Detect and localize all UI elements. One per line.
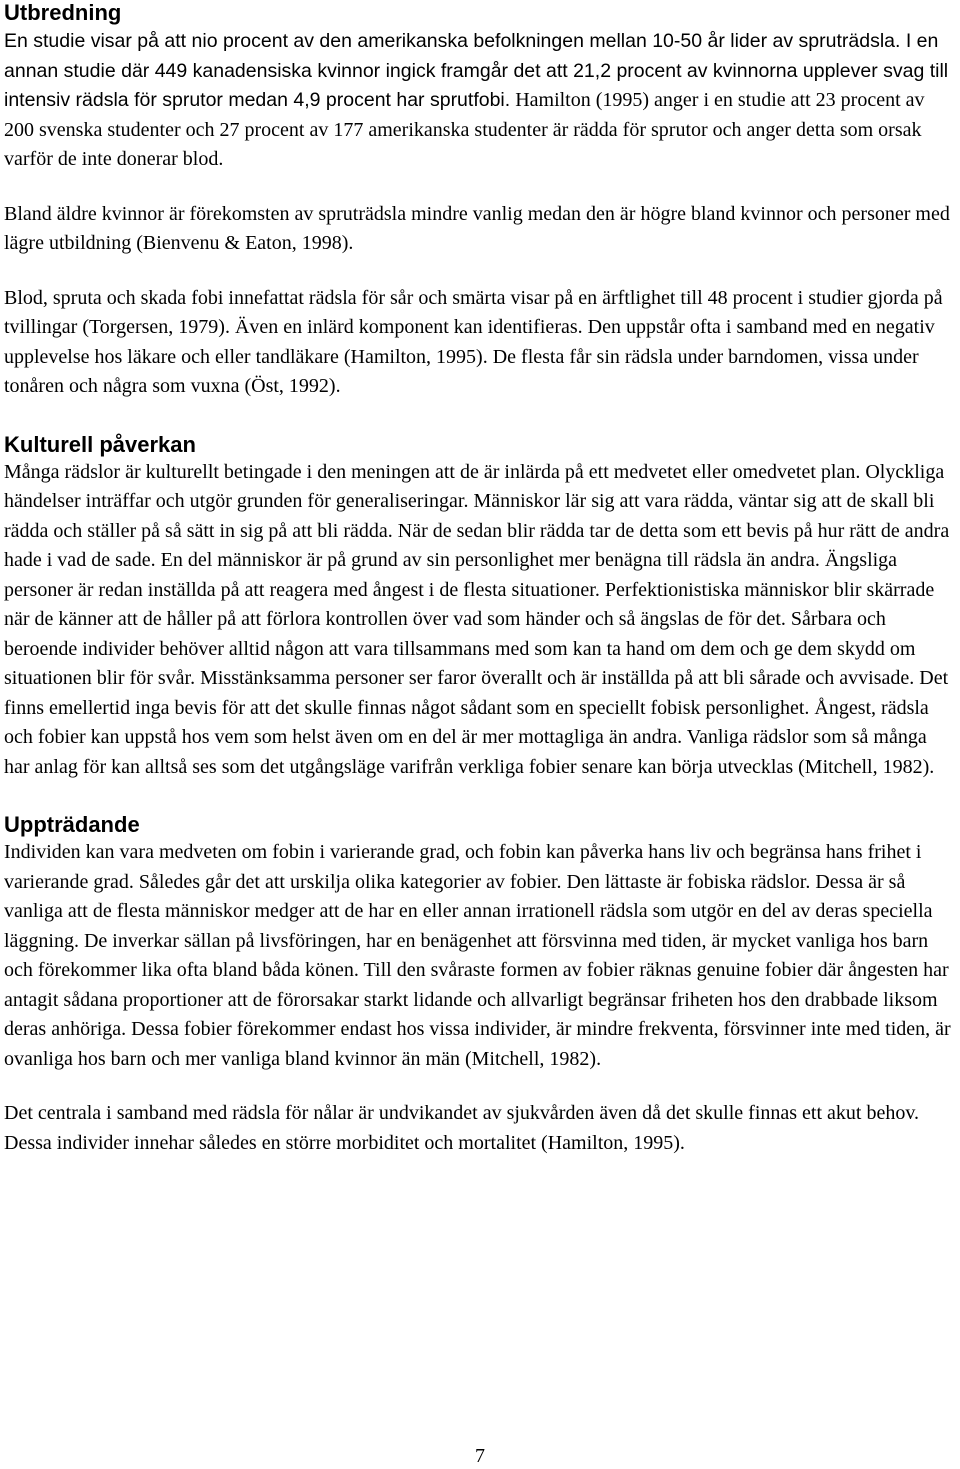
paragraph-culture: Många rädslor är kulturellt betingade i den meningen att de är inlärda på ett medvetet eller omedvetet plan. Olyckliga händelser inträffar och utgör grunden för generaliseringar. Människor lär sig att vara rädda, väntar sig att de skall bli rädda och ställer på så sätt in sig på att bli rädda. När de sedan blir rädda tar de detta som ett bevis på hur rätt de andra hade i vad de sade. En del människor är på grund av sin personlighet mer benägna till rädsla än andra. Ängsliga personer är redan inställda på att reagera med ångest i de flesta situationer. Perfektionistiska människor blir skärrade när de känner att de håller på att förlora kontrollen över vad som händer och så ängslas de för det. Sårbara och beroende individer behöver alltid någon att vara tillsammans med som kan ta hand om dem och ge dem skydd om situationen blir för svår. Misstänksamma personer ser faror överallt och är inställda på att bli sårade och avvisade. Det finns emellertid inga bevis för att det skulle finnas något sådant som en speciellt fobisk personlighet. Ångest, rädsla och fobier kan uppstå hos vem som helst även om en del är mer mottagliga än andra. Vanliga rädslor som så många har anlag för kan alltså ses som det utgångsläge varifrån verkliga fobier senare kan börja utvecklas (Mitchell, 1982). [4, 460, 950, 778]
paragraph-prevalence-serif: Hamilton (1995) anger i en studie att 23 procent av 200 svenska studenter och 27 procent av 177 amerikanska studenter är rädda för sprutor och anger detta som orsak varför de inte donerar blod. [4, 89, 925, 170]
section-utbredning [4, 0, 956, 402]
paragraph-prevalence [4, 27, 956, 175]
paragraph-categories: Individen kan vara medveten om fobin i varierande grad, och fobin kan påverka hans liv och begränsa hans frihet i varierande grad. Således går det att urskilja olika kategorier av fobier. Den lättaste är fobiska rädslor. Dessa är så vanliga att de flesta människor medger att de har en eller annan irrationell rädsla som utgör en del av deras speciella läggning. De inverkar sällan på livsföringen, har en benägenhet att försvinna med tiden, är mycket vanliga hos barn och förekommer lika ofta bland båda könen. Till den svåraste formen av fobier räknas genuine fobier där ångesten har antagit sådana proportioner att de förorsakar starkt lidande och allvarligt begränsar friheten hos den drabbade liksom deras anhöriga. Dessa fobier förekommer endast hos vissa individer, är mindre frekventa, försvinner inte med tiden, är ovanliga hos barn och mer vanliga bland kvinnor än män (Mitchell, 1982). [4, 841, 951, 1070]
heading-upptradande: Uppträdande [4, 812, 140, 837]
paragraph-heredity: Blod, spruta och skada fobi innefattat rädsla för sår och smärta visar på en ärftlighet till 48 procent i studier gjorda på tvillingar (Torgersen, 1979). Även en inlärd komponent kan identifieras. Den uppstår ofta i samband med en negativ upplevelse hos läkare och eller tandläkare (Hamilton, 1995). De flesta får sin rädsla under barndomen, vissa under tonåren och några som vuxna (Öst, 1992). [4, 286, 943, 397]
paragraph-needle-fear: Det centrala i samband med rädsla för nålar är undvikandet av sjukvården även då det skulle finnas ett akut behov. Dessa individer innehar således en större morbiditet och mortalitet (Hamilton, 1995). [4, 1102, 920, 1154]
document-page [4, 0, 956, 1158]
page-number: 7 [475, 1445, 485, 1467]
paragraph-prevalence-sans: En studie visar på att nio procent av den amerikanska befolkningen mellan 10-50 år lider av spruträdsla. I en annan studie där 449 kanadensiska kvinnor ingick framgår det att 21,2 procent av kvinnorna upplever svag till intensiv rädsla för sprutor medan 4,9 procent har sprutfobi. [4, 30, 949, 111]
heading-kulturell-paverkan: Kulturell påverkan [4, 431, 196, 457]
heading-utbredning: Utbredning [4, 0, 122, 25]
section-upptradande [4, 812, 956, 1158]
paragraph-older-women: Bland äldre kvinnor är förekomsten av spruträdsla mindre vanlig medan den är högre bland kvinnor och personer med lägre utbildning (Bienvenu & Eaton, 1998). [4, 202, 950, 254]
section-kulturell-paverkan [4, 432, 956, 783]
